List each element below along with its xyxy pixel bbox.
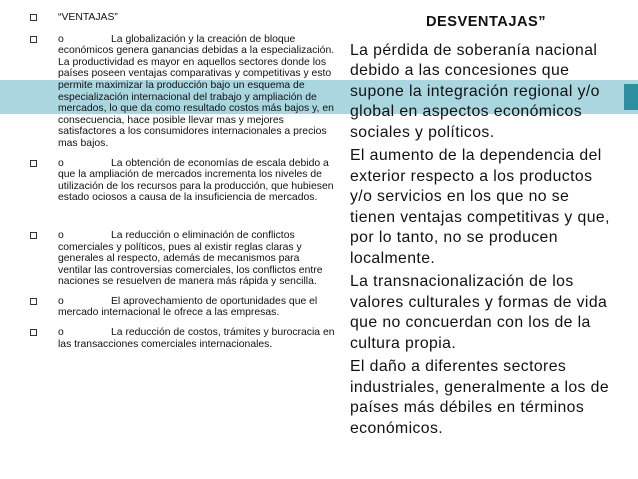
square-bullet-icon [30, 160, 37, 167]
square-bullet-icon [30, 14, 37, 21]
square-bullet-icon [30, 36, 37, 43]
item-marker: o [58, 33, 64, 45]
ventajas-item [30, 34, 335, 150]
ventajas-item-text: La globalización y la creación de bloque económicos genera ganancias debidas a la especialización. La productividad es mayor en aquellos sectores donde los países poseen ventajas comparativas y competitivas y esto permite maximizar la producción bajo un esquema de especialización internacional del trabajo y ampliación de mercados, lo que da como resultado costos más bajos y, en consecuencia, hace posible llevar mas y mejores satisfactores a los consumidores internacionales a precios mas bajos. [58, 33, 335, 149]
square-bullet-icon [30, 232, 37, 239]
ventajas-column [30, 12, 335, 360]
desventajas-title: DESVENTAJAS” [425, 14, 547, 30]
ventajas-item-text: La reducción o eliminación de conflictos comerciales y políticos, pues al existir reglas claras y generales al respecto, además de mecanismos para ventilar las controversias comerciales, los conflictos entre naciones se resuelven de manera más rápida y sencilla. [58, 229, 323, 288]
desventajas-paragraph: El aumento de la dependencia del exterior respecto a los productos y/o servicios en los que no se tienen ventajas competitivas y que, por lo tanto, no se producen localmente. [350, 147, 610, 267]
item-marker: o [58, 229, 64, 241]
ventajas-item-body [58, 158, 335, 204]
ventajas-item-text: La obtención de economías de escala debido a que la ampliación de mercados incrementa los niveles de utilización de los recursos para la producción, que hubiesen estado ociosos a causa de la insuficiencia de mercados. [58, 157, 334, 204]
desventajas-paragraph: El daño a diferentes sectores industriales, generalmente a los de países más débiles en términos económicos. [350, 358, 609, 437]
desventajas-paragraph: La pérdida de soberanía nacional debido a las concesiones que supone la integración regional y/o global en aspectos económicos sociales y políticos. [350, 41, 600, 141]
ventajas-title-item [30, 12, 335, 24]
item-marker: o [58, 295, 64, 307]
square-bullet-icon [30, 329, 37, 336]
ventajas-item-text: La reducción de costos, trámites y burocracia en las transacciones comerciales internacionales. [58, 327, 335, 350]
ventajas-item-body [58, 296, 335, 319]
ventajas-item [30, 327, 335, 350]
desventajas-column [350, 12, 612, 442]
item-marker: o [58, 157, 64, 169]
ventajas-title: “VENTAJAS” [58, 12, 118, 23]
ventajas-item-body [58, 34, 335, 150]
ventajas-item [30, 230, 335, 288]
ventajas-item-body [58, 327, 335, 350]
item-marker: o [58, 327, 64, 339]
desventajas-paragraph: La transnacionalización de los valores culturales y formas de vida que no concuerdan con los de la cultura propia. [350, 273, 608, 352]
ventajas-item [30, 158, 335, 204]
ventajas-item-body [58, 230, 335, 288]
ventajas-item-text: El aprovechamiento de oportunidades que el mercado internacional le ofrece a las empresas. [58, 295, 318, 319]
accent-bar [624, 84, 638, 110]
ventajas-item [30, 296, 335, 319]
square-bullet-icon [30, 298, 37, 305]
